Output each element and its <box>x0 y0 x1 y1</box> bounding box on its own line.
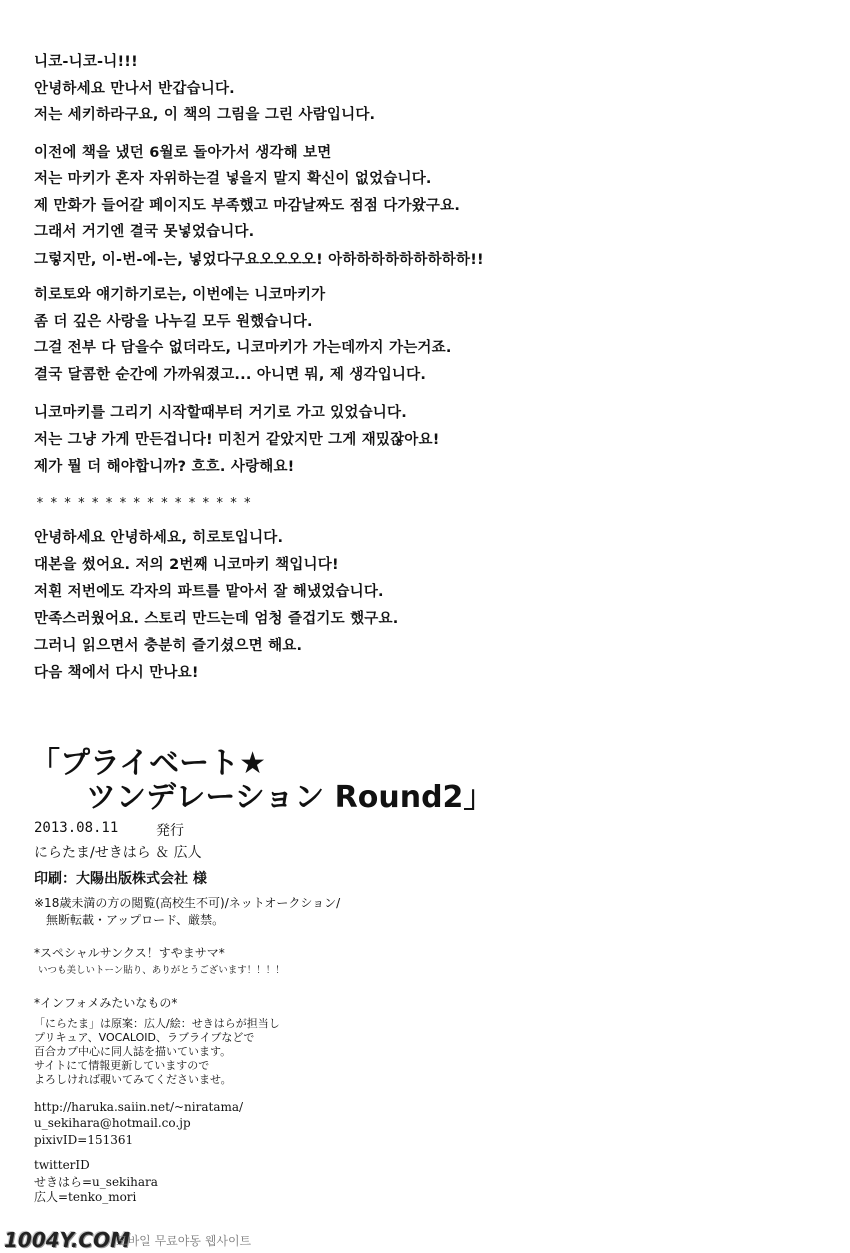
text-line: 저는 세키하라구요, 이 책의 그림을 그린 사람입니다. <box>34 107 376 123</box>
book-title-line1: 「プライベート★ <box>30 746 266 781</box>
pixiv-id: pixivID=151361 <box>34 1133 134 1147</box>
text-line: 그러니 읽으면서 충분히 즐기셨으면 해요. <box>34 638 303 654</box>
special-thanks-title: *スペシャルサンクス！すやまサマ* <box>34 946 225 960</box>
watermark-logo: 1004Y.COM <box>4 1228 131 1252</box>
text-line: 그래서 거기엔 결국 못넣었습니다. <box>34 224 255 240</box>
text-line: 니코-니코-니!!! <box>34 54 138 70</box>
text-line: 좀 더 깊은 사랑을 나누길 모두 원했습니다. <box>34 314 313 330</box>
special-thanks-note: いつも美しいトーン貼り、ありがとうございます！！！！ <box>38 965 285 976</box>
text-line: 대본을 썼어요. 저의 2번째 니코마키 책입니다! <box>34 557 339 573</box>
text-line: 제 만화가 들어갈 페이지도 부족했고 마감날짜도 점점 다가왔구요. <box>34 198 461 214</box>
text-line: 저는 마키가 혼자 자위하는걸 넣을지 말지 확신이 없었습니다. <box>34 171 432 187</box>
info-line: よろしければ覗いてみてくださいませ。 <box>34 1073 232 1086</box>
publish-date: 2013.08.11 <box>34 820 119 836</box>
text-line: 그렇지만, 이-번-에-는, 넣었다구요오오오오! 아하하하하하하하하하!! <box>34 252 484 268</box>
text-line: 저는 그냥 가게 만든겁니다! 미친거 같았지만 그게 재밌잖아요! <box>34 432 440 448</box>
twitter-title: twitterID <box>34 1158 90 1172</box>
info-line: プリキュア、VOCALOID、ラブライブなどで <box>34 1031 255 1044</box>
watermark <box>0 1226 300 1253</box>
age-notice: ※18歳未満の方の閲覧(高校生不可)/ネットオークション/ <box>34 896 341 910</box>
info-line: 「にらたま」は原案：広人/絵：せきはらが担当し <box>34 1017 280 1030</box>
info-title: *インフォメみたいなもの* <box>34 996 178 1010</box>
info-line: サイトにて情報更新していますので <box>34 1059 210 1072</box>
text-line: 저흰 저번에도 각자의 파트를 맡아서 잘 해냈었습니다. <box>34 584 384 600</box>
info-line: 百合カプ中心に同人誌を描いています。 <box>34 1045 232 1058</box>
authors: にらたま/せきはら ＆ 広人 <box>34 845 202 861</box>
text-line: 제가 뭘 더 해야합니까? 흐흐. 사랑해요! <box>34 459 295 475</box>
text-line: 니코마키를 그리기 시작할때부터 거기로 가고 있었습니다. <box>34 405 407 421</box>
text-line: 결국 달콤한 순간에 가까워졌고... 아니면 뭐, 제 생각입니다. <box>34 367 427 383</box>
email-address: u_sekihara@hotmail.co.jp <box>34 1116 191 1130</box>
text-line: 히로토와 얘기하기로는, 이번에는 니코마키가 <box>34 287 326 303</box>
watermark-text: 모바일 무료야동 웹사이트 <box>116 1234 252 1248</box>
site-url: http://haruka.saiin.net/~niratama/ <box>34 1100 244 1114</box>
separator: **************** <box>36 496 258 511</box>
text-line: 이전에 책을 냈던 6월로 돌아가서 생각해 보면 <box>34 145 332 161</box>
text-line: 다음 책에서 다시 만나요! <box>34 665 199 681</box>
book-title-line2: ツンデレーション Round2」 <box>86 780 494 815</box>
printer: 印刷：大陽出版株式会社 様 <box>34 871 207 887</box>
twitter-hiroto: 広人=tenko_mori <box>34 1190 137 1204</box>
publish-label: 発行 <box>156 823 184 839</box>
twitter-sekihara: せきはら=u_sekihara <box>34 1175 158 1189</box>
text-line: 안녕하세요 안녕하세요, 히로토입니다. <box>34 530 284 546</box>
text-line: 안녕하세요 만나서 반갑습니다. <box>34 81 235 97</box>
text-line: 그걸 전부 다 담을수 없더라도, 니코마키가 가는데까지 가는거죠. <box>34 340 452 356</box>
text-line: 만족스러웠어요. 스토리 만드는데 엄청 즐겁기도 했구요. <box>34 611 399 627</box>
age-notice-cont: 無断転載・アップロード、厳禁。 <box>46 913 225 927</box>
